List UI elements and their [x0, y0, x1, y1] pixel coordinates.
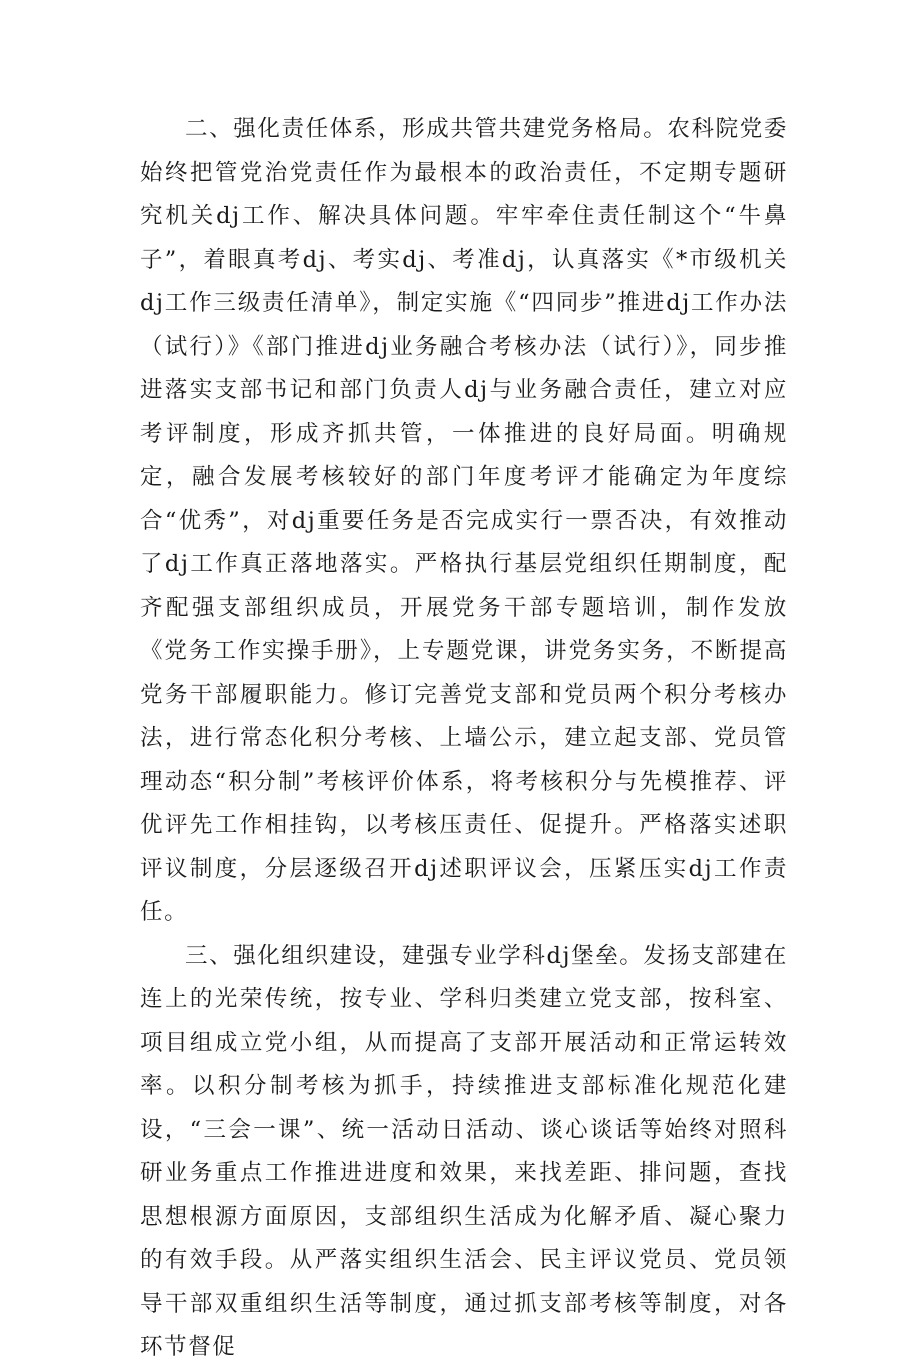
paragraph-responsibility-system: 二、强化责任体系，形成共管共建党务格局。农科院党委始终把管党治党责任作为最根本的政治责任，不定期专题研究机关dj工作、解决具体问题。牢牢牵住责任制这个“牛鼻子”，着眼真考dj、考实dj、考准dj，认真落实《*市级机关dj工作三级责任清单》，制定实施《“四同步”推进dj工作办法（试行）》《部门推进dj业务融合考核办法（试行）》，同步推进落实支部书记和部门负责人dj与业务融合责任，建立对应考评制度，形成齐抓共管，一体推进的良好局面。明确规定，融合发展考核较好的部门年度考评才能确定为年度综合“优秀”，对dj重要任务是否完成实行一票否决，有效推动了dj工作真正落地落实。严格执行基层党组织任期制度，配齐配强支部组织成员，开展党务干部专题培训，制作发放《党务工作实操手册》，上专题党课，讲党务实务，不断提高党务干部履职能力。修订完善党支部和党员两个积分考核办法，进行常态化积分考核、上墙公示，建立起支部、党员管理动态“积分制”考核评价体系，将考核积分与先模推荐、评优评先工作相挂钩，以考核压责任、促提升。严格落实述职评议制度，分层逐级召开dj述职评议会，压紧压实dj工作责任。: [140, 116, 788, 925]
paragraph-organization-building: 三、强化组织建设，建强专业学科dj堡垒。发扬支部建在连上的光荣传统，按专业、学科归类建立党支部，按科室、项目组成立党小组，从而提高了支部开展活动和正常运转效率。以积分制考核为抓手，持续推进支部标准化规范化建设，“三会一课”、统一活动日活动、谈心谈话等始终对照科研业务重点工作推进进度和效果，来找差距、排问题，查找思想根源方面原因，支部组织生活成为化解矛盾、凝心聚力的有效手段。从严落实组织生活会、民主评议党员、党员领导干部双重组织生活等制度，通过抓支部考核等制度，对各环节督促: [140, 942, 788, 1360]
document-body: [140, 108, 788, 1370]
